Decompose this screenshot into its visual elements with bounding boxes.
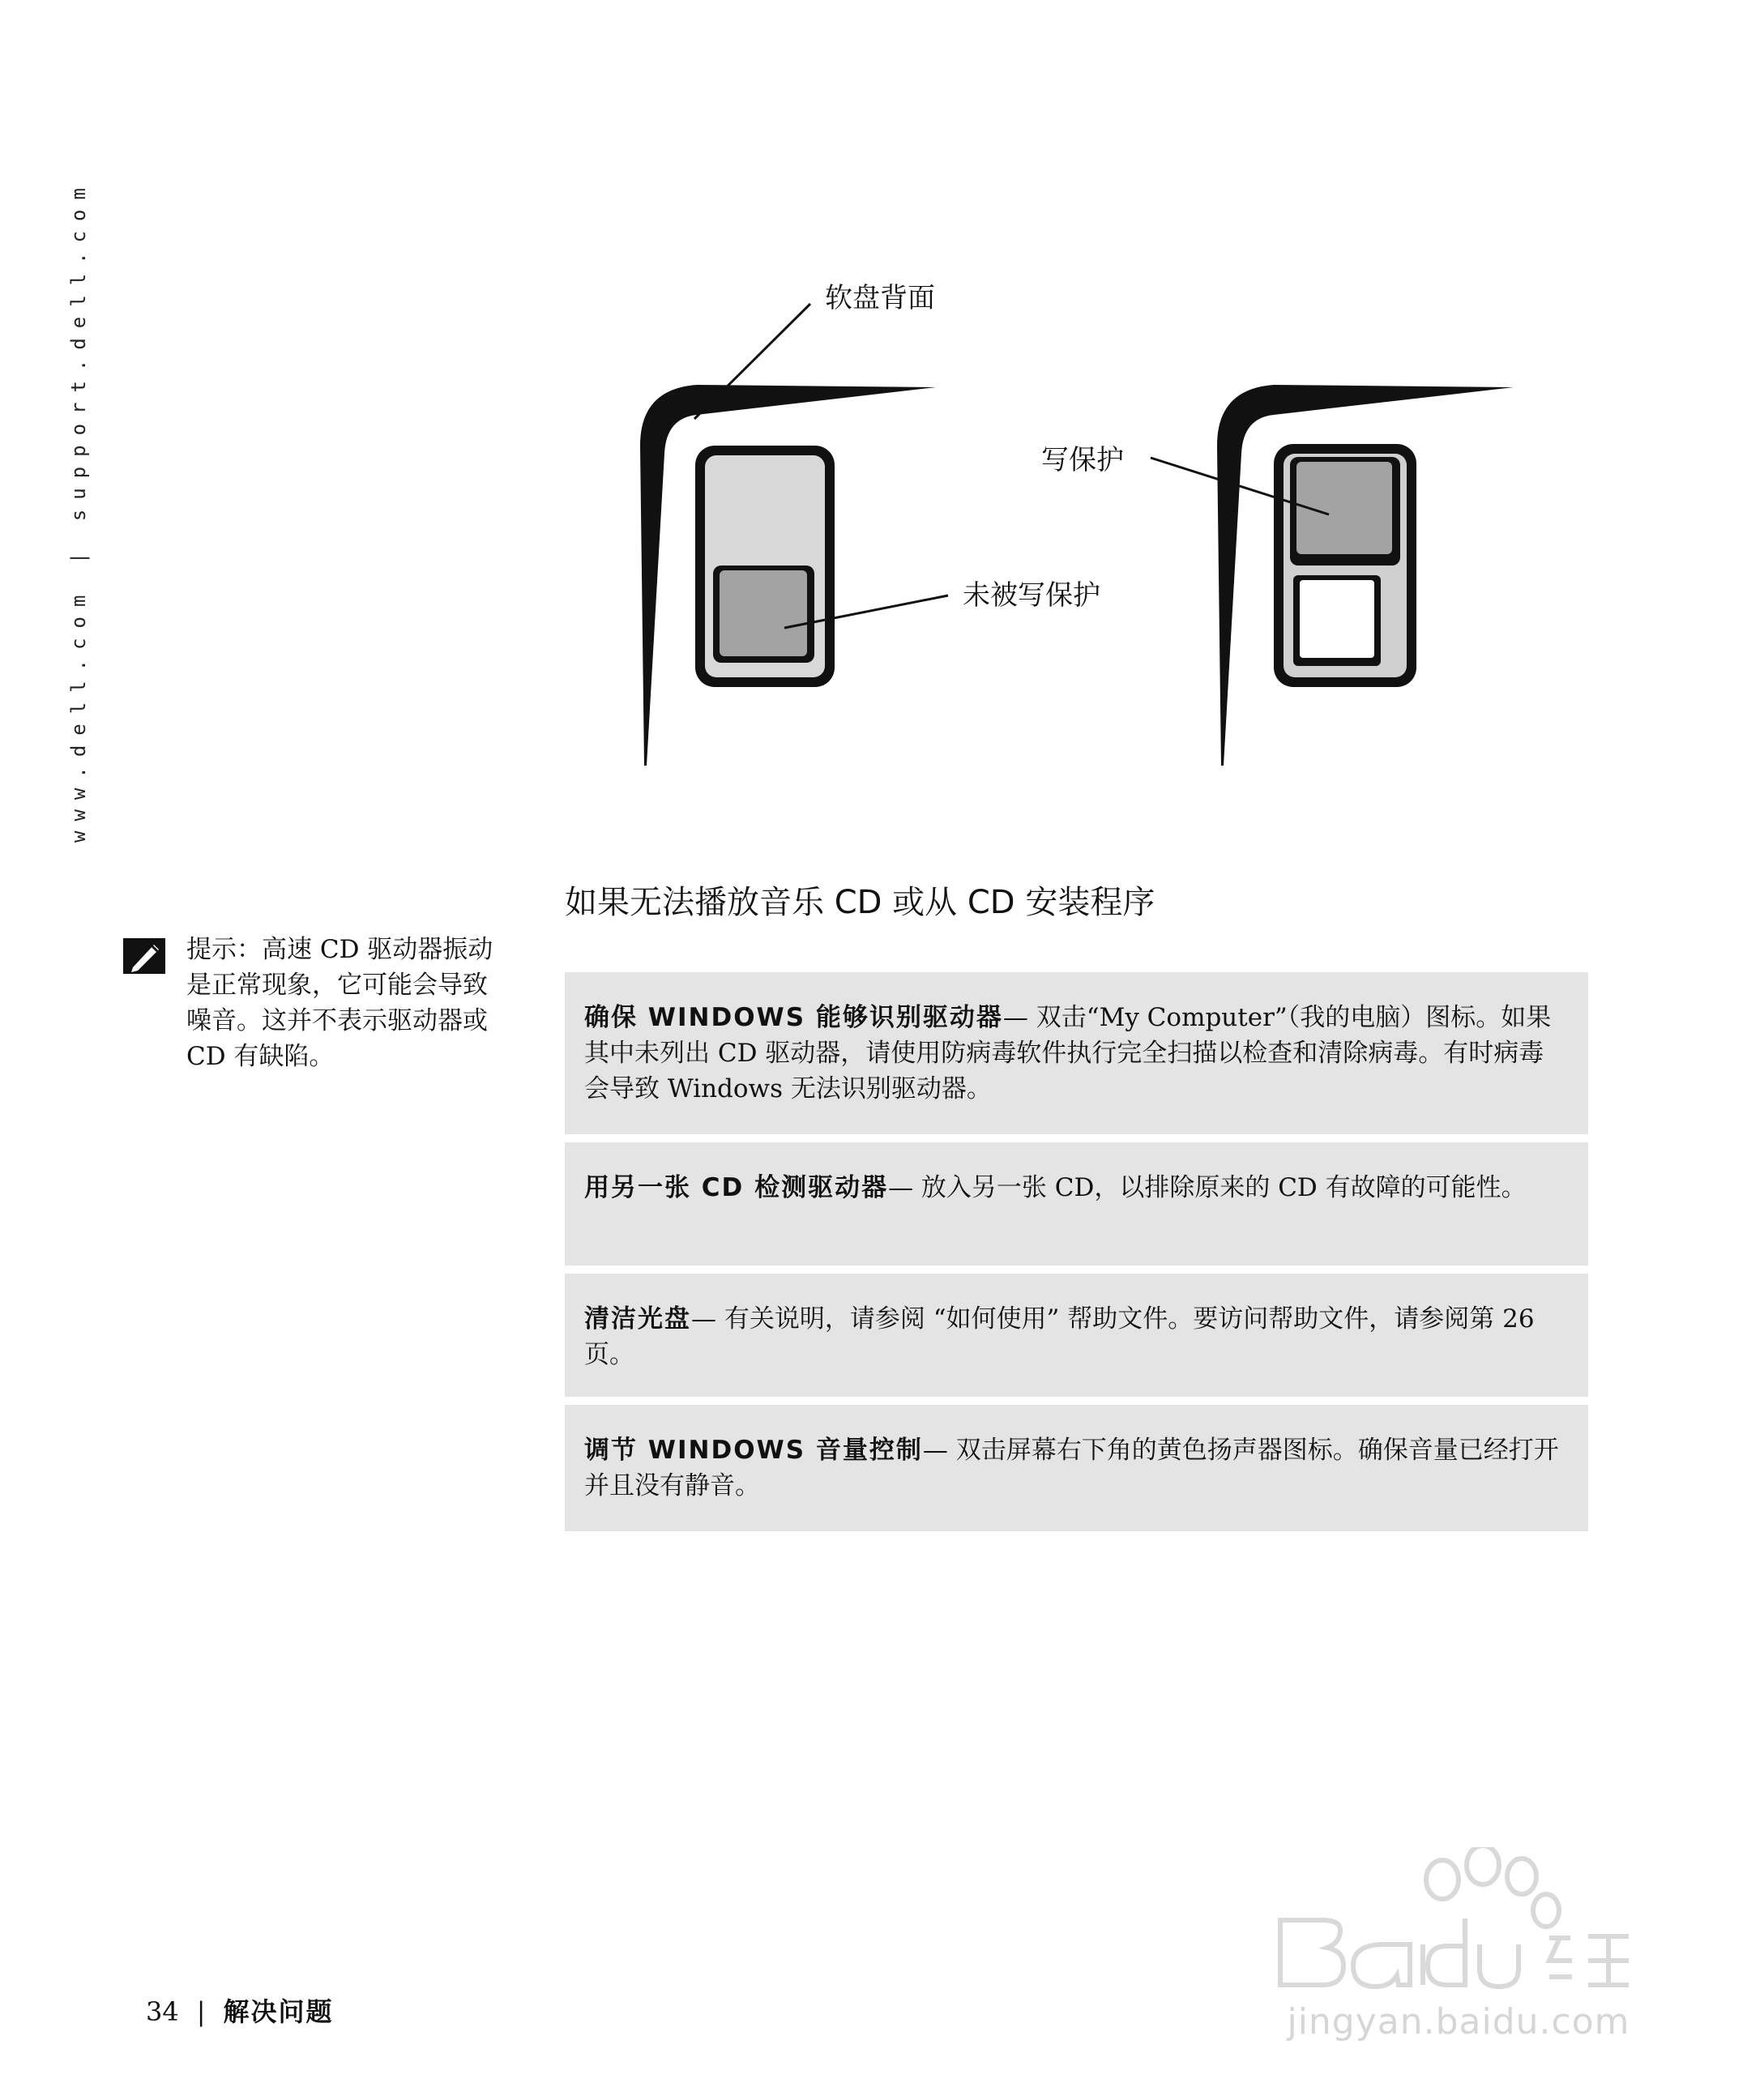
step-box xyxy=(565,1274,1588,1397)
step-term: 确保 WINDOWS 能够识别驱动器 xyxy=(584,1003,1003,1032)
section-title: 如果无法播放音乐 CD 或从 CD 安装程序 xyxy=(565,884,1155,921)
step-text: — 放入另一张 CD，以排除原来的 CD 有故障的可能性。 xyxy=(888,1173,1527,1202)
floppy-figure xyxy=(616,259,1540,778)
note-body: 高速 CD 驱动器振动是正常现象，它可能会导致噪音。这并不表示驱动器或 CD 有缺陷。 xyxy=(186,935,493,1071)
callout-write-protected: 写保护 xyxy=(1041,444,1124,476)
side-url-text: www.dell.com | support.dell.com xyxy=(67,178,90,843)
floppy-illustration xyxy=(616,259,1540,778)
callout-not-write-protected: 未被写保护 xyxy=(963,579,1100,612)
step-text: — 双击“My Computer”（我的电脑）图标。如果其中未列出 CD 驱动器，请使用防病毒软件执行完全扫描以检查和清除病毒。有时病毒会导致 Windows 无法识别驱动器。 xyxy=(584,1003,1552,1103)
step-text: — 有关说明，请参阅 “如何使用” 帮助文件。要访问帮助文件，请参阅第 26 页。 xyxy=(584,1304,1535,1369)
pencil-note-icon xyxy=(122,937,167,975)
step-term: 清洁光盘 xyxy=(584,1304,691,1334)
baidu-jingyan-logo xyxy=(1248,1847,1669,2009)
step-box xyxy=(565,1405,1588,1531)
step-term: 调节 WINDOWS 音量控制 xyxy=(584,1436,923,1465)
side-url xyxy=(66,178,91,843)
callout-disk-back: 软盘背面 xyxy=(825,282,935,314)
baidu-watermark xyxy=(1248,1847,1669,2066)
step-term: 用另一张 CD 检测驱动器 xyxy=(584,1173,889,1202)
step-text: — 双击屏幕右下角的黄色扬声器图标。确保音量已经打开并且没有静音。 xyxy=(584,1436,1559,1500)
step-box xyxy=(565,972,1588,1134)
note-label: 提示： xyxy=(186,935,262,964)
step-box xyxy=(565,1142,1588,1266)
watermark-text: jingyan.baidu.com xyxy=(1287,2001,1630,2042)
page-number: 34 xyxy=(146,1996,179,2027)
note-text xyxy=(186,932,510,1074)
footer-separator: | xyxy=(196,1996,206,2027)
page-footer xyxy=(146,1991,334,2029)
chapter-title: 解决问题 xyxy=(223,1996,334,2027)
